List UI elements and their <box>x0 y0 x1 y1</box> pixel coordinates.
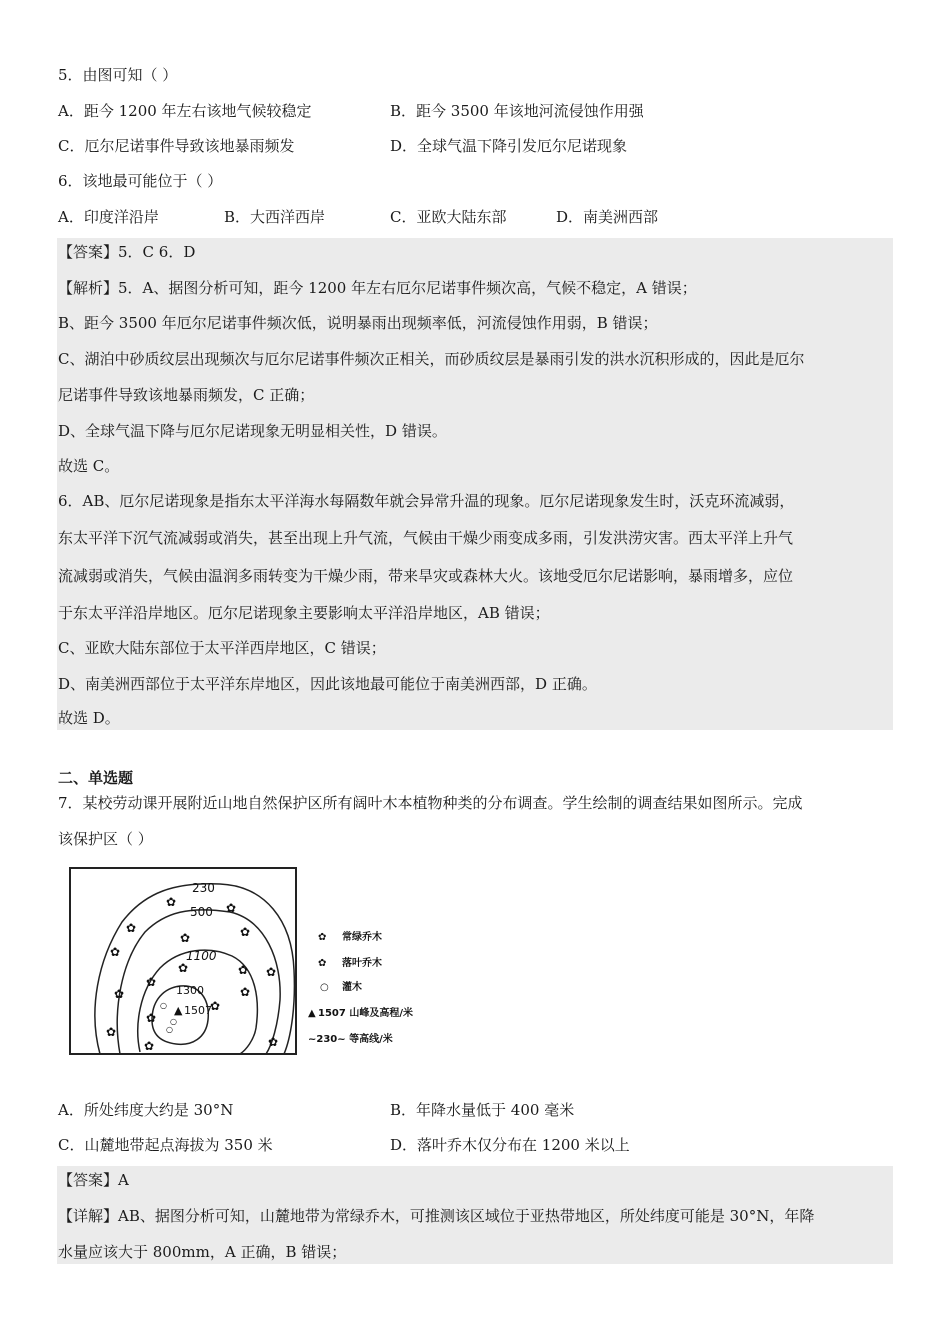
analysis-line-9: 流减弱或消失，气候由温润多雨转变为干燥少雨，带来旱灾或森林大火。该地受厄尔尼诺影响，暴雨增多，应位 <box>58 567 794 585</box>
q5-option-a[interactable]: A．距今 1200 年左右该地气候较稳定 <box>58 102 312 120</box>
tree-symbol: ✿ <box>266 965 277 979</box>
analysis-line-4: 尼诺事件导致该地暴雨频发，C 正确； <box>58 386 315 404</box>
tree-symbol: ✿ <box>126 921 137 935</box>
analysis-line-6: 故选 C。 <box>58 457 120 475</box>
q5-option-b[interactable]: B．距今 3500 年该地河流侵蚀作用强 <box>390 102 644 120</box>
tree-symbol: ✿ <box>180 931 191 945</box>
tree-symbol: ✿ <box>238 963 249 977</box>
analysis-line-10: 于东太平洋沿岸地区。厄尔尼诺现象主要影响太平洋沿岸地区，AB 错误； <box>58 604 550 622</box>
shrub-symbol: ○ <box>170 1017 177 1026</box>
tree-symbol: ✿ <box>240 925 251 939</box>
tree-symbol: ✿ <box>146 975 157 989</box>
q7-option-d[interactable]: D．落叶乔木仅分布在 1200 米以上 <box>390 1136 630 1154</box>
answer-5-6: 【答案】5．C 6．D <box>58 243 196 261</box>
legend-evergreen: 常绿乔木 <box>342 932 382 943</box>
contour-label-1300: 1300 <box>176 984 204 997</box>
tree-symbol: ✿ <box>114 987 125 1001</box>
detail-7-line-1: 【详解】AB、据图分析可知，山麓地带为常绿乔木，可推测该区域位于亚热带地区，所处纬度可能是 30°N，年降 <box>58 1207 815 1225</box>
tree-symbol: ✿ <box>110 945 121 959</box>
analysis-line-11: C、亚欧大陆东部位于太平洋西岸地区，C 错误； <box>58 639 386 657</box>
contour-label-1100: 1100 <box>186 949 217 963</box>
shrub-symbol: ○ <box>166 1025 173 1034</box>
contour-label-500: 500 <box>190 905 213 919</box>
q6-option-a[interactable]: A．印度洋沿岸 <box>58 208 159 226</box>
q6-stem: 6．该地最可能位于（ ） <box>58 172 223 190</box>
analysis-line-5: D、全球气温下降与厄尔尼诺现象无明显相关性，D 错误。 <box>58 422 447 440</box>
analysis-line-13: 故选 D。 <box>58 709 120 727</box>
section-title: 二、单选题 <box>58 769 134 787</box>
tree-symbol: ✿ <box>178 961 189 975</box>
legend-peak: 1507 山峰及高程/米 <box>318 1008 413 1019</box>
legend-shrub-icon: ○ <box>320 982 329 993</box>
contour-label-230: 230 <box>192 881 215 895</box>
tree-symbol: ✿ <box>210 999 221 1013</box>
contour-map-figure <box>60 860 430 1070</box>
legend-contour: ~230~ 等高线/米 <box>308 1034 393 1045</box>
q7-option-c[interactable]: C．山麓地带起点海拔为 350 米 <box>58 1136 273 1154</box>
q7-stem-line-1: 7．某校劳动课开展附近山地自然保护区所有阔叶木本植物种类的分布调查。学生绘制的调查结果如图所示。完成 <box>58 794 803 812</box>
legend-shrub: 灌木 <box>342 982 362 993</box>
detail-7-line-2: 水量应该大于 800mm，A 正确，B 错误； <box>58 1243 347 1261</box>
legend-peak-icon: ▲ <box>308 1008 316 1019</box>
analysis-line-2: B、距今 3500 年厄尔尼诺事件频次低，说明暴雨出现频率低，河流侵蚀作用弱，B 错误； <box>58 314 658 332</box>
legend-deciduous: 落叶乔木 <box>342 958 382 969</box>
q6-option-c[interactable]: C．亚欧大陆东部 <box>390 208 507 226</box>
peak-label: 1507 <box>184 1004 212 1017</box>
q7-option-b[interactable]: B．年降水量低于 400 毫米 <box>390 1101 575 1119</box>
map-legend <box>308 930 413 1045</box>
peak-marker: ▲ <box>174 1004 183 1017</box>
shrub-symbol: ○ <box>160 1001 167 1010</box>
tree-symbol: ✿ <box>226 901 237 915</box>
answer-7: 【答案】A <box>58 1171 129 1189</box>
q7-stem-line-2: 该保护区（ ） <box>58 830 153 848</box>
q7-option-a[interactable]: A．所处纬度大约是 30°N <box>58 1101 234 1119</box>
analysis-line-12: D、南美洲西部位于太平洋东岸地区，因此该地最可能位于南美洲西部，D 正确。 <box>58 675 597 693</box>
tree-symbol: ✿ <box>240 985 251 999</box>
tree-symbol: ✿ <box>146 1011 157 1025</box>
legend-evergreen-icon: ✿ <box>318 932 327 943</box>
analysis-line-8: 东太平洋下沉气流减弱或消失，甚至出现上升气流，气候由干燥少雨变成多雨，引发洪涝灾害。西太平洋上升气 <box>58 529 794 547</box>
legend-deciduous-icon: ✿ <box>318 958 327 969</box>
q6-option-d[interactable]: D．南美洲西部 <box>556 208 659 226</box>
tree-symbol: ✿ <box>166 895 177 909</box>
q5-option-d[interactable]: D．全球气温下降引发厄尔尼诺现象 <box>390 137 628 155</box>
q6-option-b[interactable]: B．大西洋西岸 <box>224 208 326 226</box>
analysis-line-7: 6．AB、厄尔尼诺现象是指东太平洋海水每隔数年就会异常升温的现象。厄尔尼诺现象发生时，沃克环流减弱， <box>58 492 795 510</box>
tree-symbol: ✿ <box>144 1039 155 1053</box>
q5-option-c[interactable]: C．厄尔尼诺事件导致该地暴雨频发 <box>58 137 295 155</box>
q5-stem: 5．由图可知（ ） <box>58 66 178 84</box>
analysis-line-3: C、湖泊中砂质纹层出现频次与厄尔尼诺事件频次正相关，而砂质纹层是暴雨引发的洪水沉积形成的，因此是厄尔 <box>58 350 805 368</box>
analysis-line-1: 【解析】5．A、据图分析可知，距今 1200 年左右厄尔尼诺事件频次高，气候不稳定，A 错误； <box>58 279 697 297</box>
tree-symbol: ✿ <box>268 1035 279 1049</box>
tree-symbol: ✿ <box>106 1025 117 1039</box>
